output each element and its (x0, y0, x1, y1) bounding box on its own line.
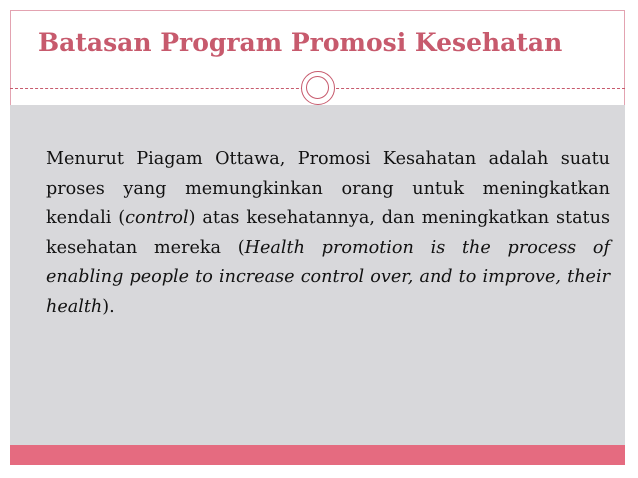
divider-circle-ornament (301, 71, 335, 105)
body-text-segment-italic: Health promotion is the process of enabling people to increase control over, and to improve, their health (46, 237, 610, 317)
body-text-segment-italic: control (125, 208, 189, 228)
body-text-segment: ) atas kesehatannya, dan meningkatkan status kesehatan mereka ( (46, 208, 610, 258)
footer-bar (10, 445, 625, 465)
body-text-segment: ). (102, 296, 115, 317)
divider-circle-inner (306, 76, 329, 99)
body-paragraph (46, 145, 610, 322)
slide-title: Batasan Program Promosi Kesehatan (38, 28, 563, 57)
body-text-segment: Menurut Piagam Ottawa, Promosi Kesahatan adalah suatu proses yang memungkinkan orang untuk meningkatkan kendali ( (46, 149, 610, 228)
